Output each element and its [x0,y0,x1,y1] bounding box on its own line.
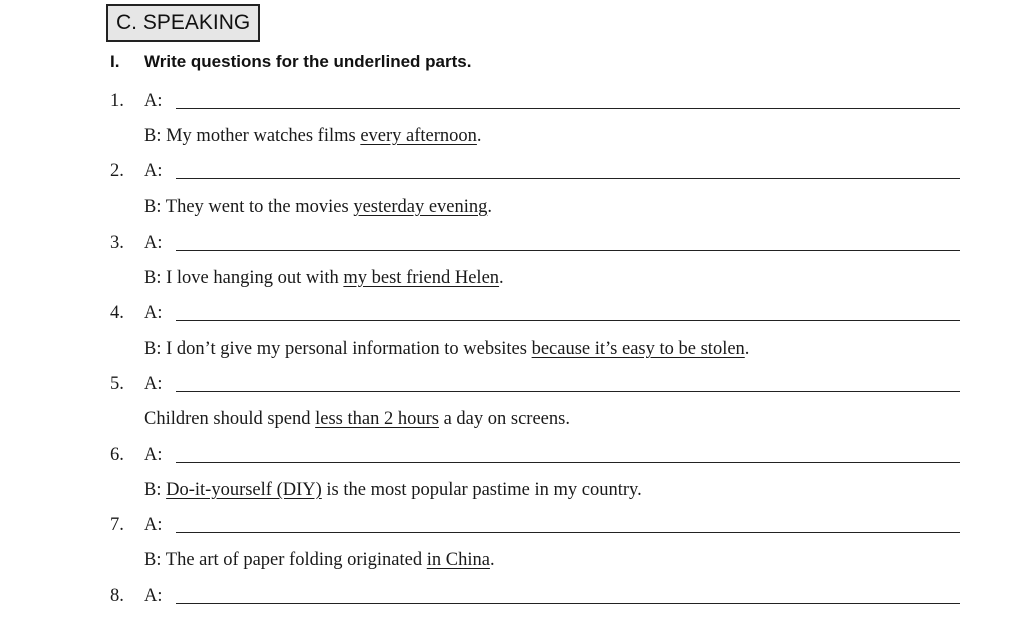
underlined-part: Do-it-yourself (DIY) [166,480,322,500]
sentence-text: . [744,339,750,359]
answer-sentence [144,334,749,364]
question-number: 8. [110,586,124,606]
speaker-a-label: A: [144,445,163,465]
question-number: 2. [110,161,124,181]
answer-sentence [144,121,482,151]
sentence-text: B: The art of paper folding originated [144,550,427,570]
sentence-text: B: I love hanging out with [144,268,344,288]
question-row [110,228,960,258]
answer-blank-line[interactable] [176,391,960,392]
question-number: 6. [110,445,124,465]
question-row [110,440,960,470]
question-number: 5. [110,374,124,394]
answer-sentence [144,404,570,434]
sentence-text: is the most popular pastime in my country. [321,480,642,500]
speaker-a-label: A: [144,303,163,323]
sentence-text: a day on screens. [438,409,570,429]
answer-blank-line[interactable] [176,462,960,463]
answer-sentence [144,545,495,575]
sentence-text: . [489,550,495,570]
answer-blank-line[interactable] [176,320,960,321]
underlined-part: my best friend Helen [343,268,500,288]
question-row [110,298,960,328]
sentence-text: . [476,126,482,146]
underlined-part: less than 2 hours [315,409,439,429]
underlined-part: because it’s easy to be stolen [531,339,745,359]
speaker-a-label: A: [144,91,163,111]
sentence-text: . [487,197,493,217]
question-number: 7. [110,515,124,535]
speaker-a-label: A: [144,586,163,606]
speaker-a-label: A: [144,233,163,253]
answer-blank-line[interactable] [176,603,960,604]
answer-blank-line[interactable] [176,532,960,533]
sentence-text: B: I don’t give my personal information to websites [144,339,532,359]
instruction-number: I. [110,52,120,71]
question-number: 1. [110,91,124,111]
question-number: 4. [110,303,124,323]
question-row [110,510,960,540]
question-number: 3. [110,233,124,253]
section-title: C. SPEAKING [106,4,260,42]
sentence-text: B: [144,480,167,500]
answer-blank-line[interactable] [176,250,960,251]
instruction [110,48,471,76]
question-row [110,86,960,116]
answer-sentence [144,192,492,222]
sentence-text: B: My mother watches films [144,126,361,146]
question-row [110,369,960,399]
answer-blank-line[interactable] [176,108,960,109]
answer-blank-line[interactable] [176,178,960,179]
underlined-part: every afternoon [360,126,477,146]
question-row [110,581,960,611]
instruction-text: Write questions for the underlined parts. [144,52,472,71]
speaker-a-label: A: [144,161,163,181]
question-row [110,156,960,186]
answer-sentence [144,263,504,293]
sentence-text: Children should spend [144,409,316,429]
underlined-part: in China [426,550,490,570]
sentence-text: B: They went to the movies [144,197,354,217]
underlined-part: yesterday evening [353,197,488,217]
speaker-a-label: A: [144,515,163,535]
sentence-text: . [499,268,504,288]
speaker-a-label: A: [144,374,163,394]
answer-sentence [144,475,642,505]
